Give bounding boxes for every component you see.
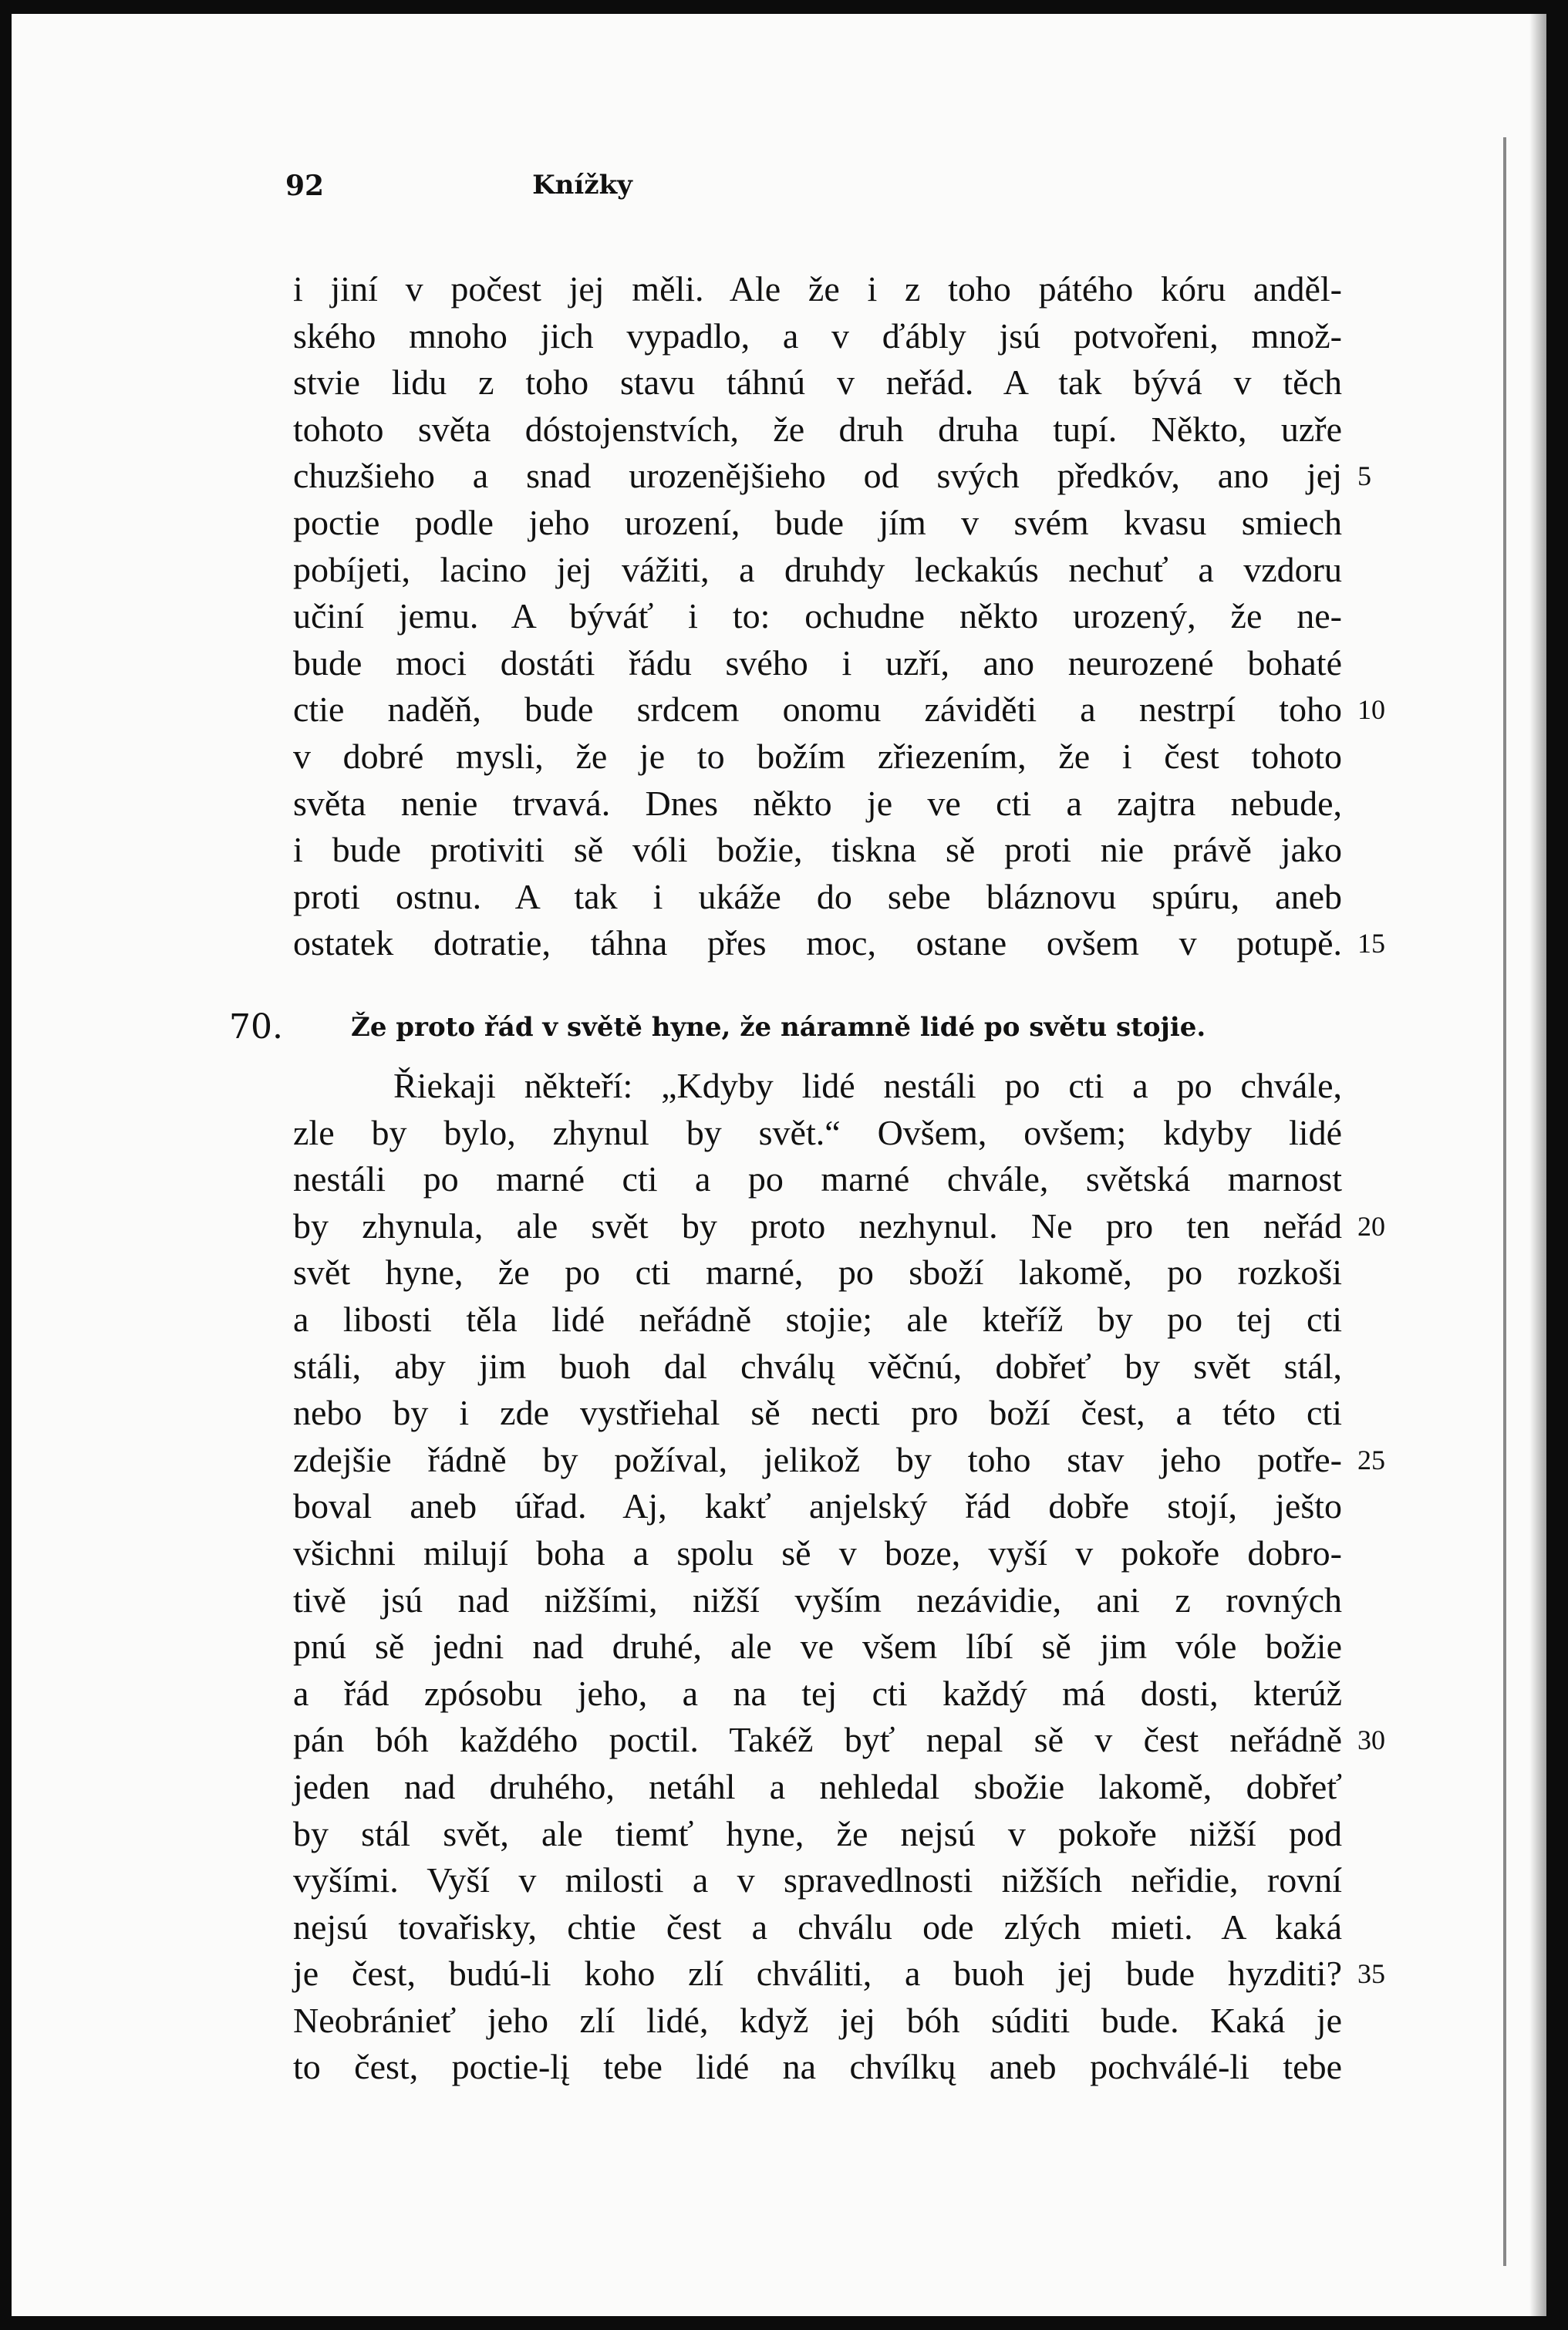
line-text: v dobré mysli, že je to božím zřiezením, že i čest tohoto (293, 736, 1342, 776)
text-line (293, 1249, 1342, 1297)
text-line (293, 1857, 1342, 1904)
line-text: nejsú tovařisky, chtie čest a chválu ode zlých mieti. A kaká (293, 1907, 1342, 1947)
line-text: je čest, budú-li koho zlí chváliti, a buoh jej bude hyzditi? (293, 1954, 1342, 1994)
text-line (293, 547, 1342, 594)
text-line (293, 1390, 1342, 1437)
text-line (293, 593, 1342, 640)
text-line (293, 1344, 1342, 1391)
text-line (293, 640, 1342, 687)
line-text: proti ostnu. A tak i ukáže do sebe bláznovu spúru, aneb (293, 876, 1342, 916)
text-line (293, 1717, 1385, 1764)
text-line (293, 1156, 1342, 1203)
section-heading (229, 1007, 1340, 1054)
text-line (293, 1811, 1342, 1858)
line-text: zdejšie řádně by požíval, jelikož by toho stav jeho potře- (293, 1439, 1342, 1479)
line-text: světa nenie trvavá. Dnes někto je ve cti a zajtra nebude, (293, 783, 1342, 823)
line-text: jeden nad druhého, netáhl a nehledal sbožie lakomě, dobřeť (293, 1766, 1342, 1806)
text-line (293, 1437, 1385, 1484)
text-line (293, 1671, 1342, 1718)
text-line (293, 1998, 1342, 2045)
text-line (293, 781, 1342, 828)
line-text: by stál svět, ale tiemť hyne, že nejsú v pokoře nižší pod (293, 1813, 1342, 1853)
text-line (293, 1483, 1342, 1530)
line-number: 30 (1357, 1725, 1385, 1756)
line-text: ostatek dotratie, táhna přes moc, ostane ovšem v potupě. (293, 923, 1342, 963)
binding-edge-line (1503, 137, 1506, 2266)
line-number: 20 (1357, 1210, 1385, 1242)
line-text: poctie podle jeho urození, bude jím v svém kvasu smiech (293, 502, 1342, 542)
line-text: tivě jsú nad nižšími, nižší vyším nezávidie, ani z rovných (293, 1580, 1342, 1620)
line-number: 5 (1357, 460, 1371, 492)
line-text: Řiekaji někteří: „Kdyby lidé nestáli po cti a po chvále, (393, 1066, 1342, 1105)
line-text: všichni milují boha a spolu sě v boze, vyší v pokoře dobro- (293, 1533, 1342, 1573)
line-text: i jiní v počest jej měli. Ale že i z toho pátého kóru anděl- (293, 269, 1342, 309)
line-text: pnú sě jedni nad druhé, ale ve všem líbí sě jim vóle božie (293, 1627, 1342, 1667)
line-text: nestáli po marné cti a po marné chvále, světská marnost (293, 1159, 1342, 1199)
line-number: 35 (1357, 1958, 1385, 1990)
line-number: 15 (1357, 928, 1385, 959)
line-text: a řád zpósobu jeho, a na tej cti každý má dosti, kterúž (293, 1673, 1342, 1713)
book-page (12, 14, 1546, 2316)
text-line (293, 1297, 1342, 1344)
line-text: pán bóh každého poctil. Takéž byť nepal sě v čest neřádně (293, 1720, 1342, 1760)
text-line (293, 920, 1385, 967)
page-edge-shadow (1529, 14, 1546, 2316)
text-line (293, 686, 1385, 733)
text-line (293, 1530, 1342, 1577)
line-text: a libosti těla lidé neřádně stojie; ale kteříž by po tej cti (293, 1299, 1342, 1339)
line-text: učiní jemu. A býváť i to: ochudne někto urozený, že ne- (293, 596, 1342, 636)
text-line (293, 1764, 1342, 1811)
text-line (293, 1951, 1385, 1998)
text-line (293, 1110, 1342, 1157)
text-line (293, 266, 1342, 313)
text-line (293, 453, 1371, 500)
line-text: svět hyne, že po cti marné, po sboží lakomě, po rozkoši (293, 1253, 1342, 1293)
line-text: to čest, poctie-lį tebe lidé na chvílkų aneb pochválé-li tebe (293, 2047, 1342, 2087)
line-text: ského mnoho jich vypadlo, a v ďábly jsú potvořeni, množ- (293, 315, 1342, 356)
page-header (285, 170, 879, 216)
line-number: 25 (1357, 1444, 1385, 1475)
text-line (293, 2044, 1342, 2091)
text-line (293, 1063, 1342, 1110)
line-text: tohoto světa dóstojenstvích, že druh druha tupí. Někto, uzře (293, 409, 1342, 449)
line-text: vyšími. Vyší v milosti a v spravedlnosti nižších neřidie, rovní (293, 1860, 1342, 1900)
text-line (293, 827, 1342, 874)
text-line (293, 1904, 1342, 1951)
text-line (293, 313, 1342, 360)
running-title: Knížky (532, 170, 632, 201)
page-number: 92 (285, 170, 325, 202)
line-number: 10 (1357, 694, 1385, 726)
line-text: nebo by i zde vystřiehal sě necti pro boží čest, a této cti (293, 1393, 1342, 1433)
line-text: i bude protiviti sě vóli božie, tiskna sě proti nie právě jako (293, 830, 1342, 870)
section-number: 70. (229, 1007, 283, 1047)
paragraph-2 (293, 1063, 1385, 2091)
section-title: Že proto řád v světě hyne, že náramně lidé po světu stojie. (351, 1012, 1206, 1043)
line-text: stáli, aby jim buoh dal chválų věčnú, dobřeť by svět stál, (293, 1346, 1342, 1386)
line-text: ctie naděň, bude srdcem onomu záviděti a nestrpí toho (293, 690, 1342, 730)
line-text: chuzšieho a snad urozenějšieho od svých předkóv, ano jej (293, 456, 1342, 496)
text-line (293, 1203, 1385, 1250)
text-line (293, 1577, 1342, 1624)
line-text: Neobránieť jeho zlí lidé, když jej bóh súditi bude. Kaká je (293, 2000, 1342, 2040)
paragraph-1 (293, 266, 1385, 967)
line-text: by zhynula, ale svět by proto nezhynul. Ne pro ten neřád (293, 1205, 1342, 1246)
text-line (293, 359, 1342, 406)
line-text: boval aneb úřad. Aj, kakť anjelský řád dobře stojí, ješto (293, 1486, 1342, 1526)
line-text: pobíjeti, lacino jej vážiti, a druhdy leckakús nechuť a vzdoru (293, 549, 1342, 589)
line-text: stvie lidu z toho stavu táhnú v neřád. A tak bývá v těch (293, 362, 1342, 403)
line-text: zle by bylo, zhynul by svět.“ Ovšem, ovšem; kdyby lidé (293, 1112, 1342, 1152)
text-line (293, 1624, 1342, 1671)
text-line (293, 733, 1342, 781)
text-line (293, 406, 1342, 454)
text-line (293, 500, 1342, 547)
text-line (293, 874, 1342, 921)
line-text: bude moci dostáti řádu svého i uzří, ano neurozené bohaté (293, 642, 1342, 683)
